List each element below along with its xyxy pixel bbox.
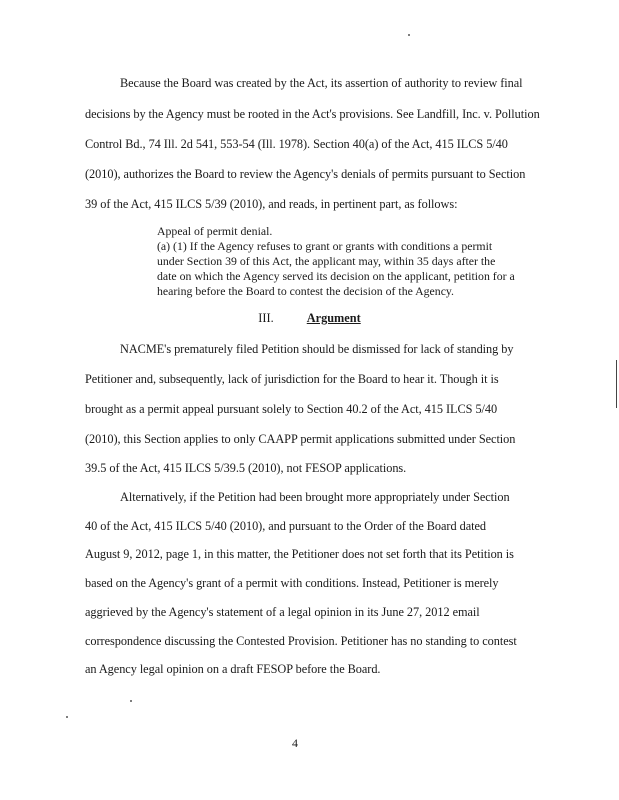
paragraph-1-line-2: decisions by the Agency must be rooted in the Act's provisions. See Landfill, Inc. v. Pollution <box>85 107 540 121</box>
quote-line-2: (a) (1) If the Agency refuses to grant or grants with conditions a permit <box>157 239 493 253</box>
paragraph-3-line-3: August 9, 2012, page 1, in this matter, the Petitioner does not set forth that its Petition is <box>85 547 514 561</box>
section-heading <box>0 311 619 325</box>
quote-line-5: hearing before the Board to contest the decision of the Agency. <box>157 284 455 298</box>
paragraph-1-line-5: 39 of the Act, 415 ILCS 5/39 (2010), and reads, in pertinent part, as follows: <box>85 197 458 211</box>
scan-speck <box>408 34 410 36</box>
page-number: 4 <box>292 736 298 750</box>
paragraph-1-line-1: Because the Board was created by the Act, its assertion of authority to review final <box>120 76 523 90</box>
paragraph-2-line-2: Petitioner and, subsequently, lack of jurisdiction for the Board to hear it. Though it is <box>85 372 499 386</box>
paragraph-2-line-4: (2010), this Section applies to only CAAPP permit applications submitted under Section <box>85 432 516 446</box>
quote-line-1: Appeal of permit denial. <box>157 224 273 238</box>
scan-edge-mark <box>616 360 617 408</box>
section-title: Argument <box>306 311 361 325</box>
quote-line-3: under Section 39 of this Act, the applicant may, within 35 days after the <box>157 254 496 268</box>
paragraph-3-line-7: an Agency legal opinion on a draft FESOP before the Board. <box>85 662 381 676</box>
paragraph-2-line-1: NACME's prematurely filed Petition should be dismissed for lack of standing by <box>120 342 514 356</box>
paragraph-1-line-4: (2010), authorizes the Board to review the Agency's denials of permits pursuant to Section <box>85 167 526 181</box>
paragraph-3-line-6: correspondence discussing the Contested Provision. Petitioner has no standing to contest <box>85 634 517 648</box>
section-number: III. <box>258 311 274 325</box>
paragraph-3-line-4: based on the Agency's grant of a permit with conditions. Instead, Petitioner is merely <box>85 576 499 590</box>
paragraph-2-line-3: brought as a permit appeal pursuant solely to Section 40.2 of the Act, 415 ILCS 5/40 <box>85 402 498 416</box>
paragraph-3-line-1: Alternatively, if the Petition had been brought more appropriately under Section <box>120 490 510 504</box>
quote-line-4: date on which the Agency served its decision on the applicant, petition for a <box>157 269 515 283</box>
paragraph-3-line-5: aggrieved by the Agency's statement of a legal opinion in its June 27, 2012 email <box>85 605 480 619</box>
scan-speck <box>130 700 132 702</box>
paragraph-1-line-3: Control Bd., 74 Ill. 2d 541, 553-54 (Ill. 1978). Section 40(a) of the Act, 415 ILCS 5/40 <box>85 137 508 151</box>
paragraph-3-line-2: 40 of the Act, 415 ILCS 5/40 (2010), and pursuant to the Order of the Board dated <box>85 519 486 533</box>
scan-speck <box>66 716 68 718</box>
paragraph-2-line-5: 39.5 of the Act, 415 ILCS 5/39.5 (2010), not FESOP applications. <box>85 461 407 475</box>
